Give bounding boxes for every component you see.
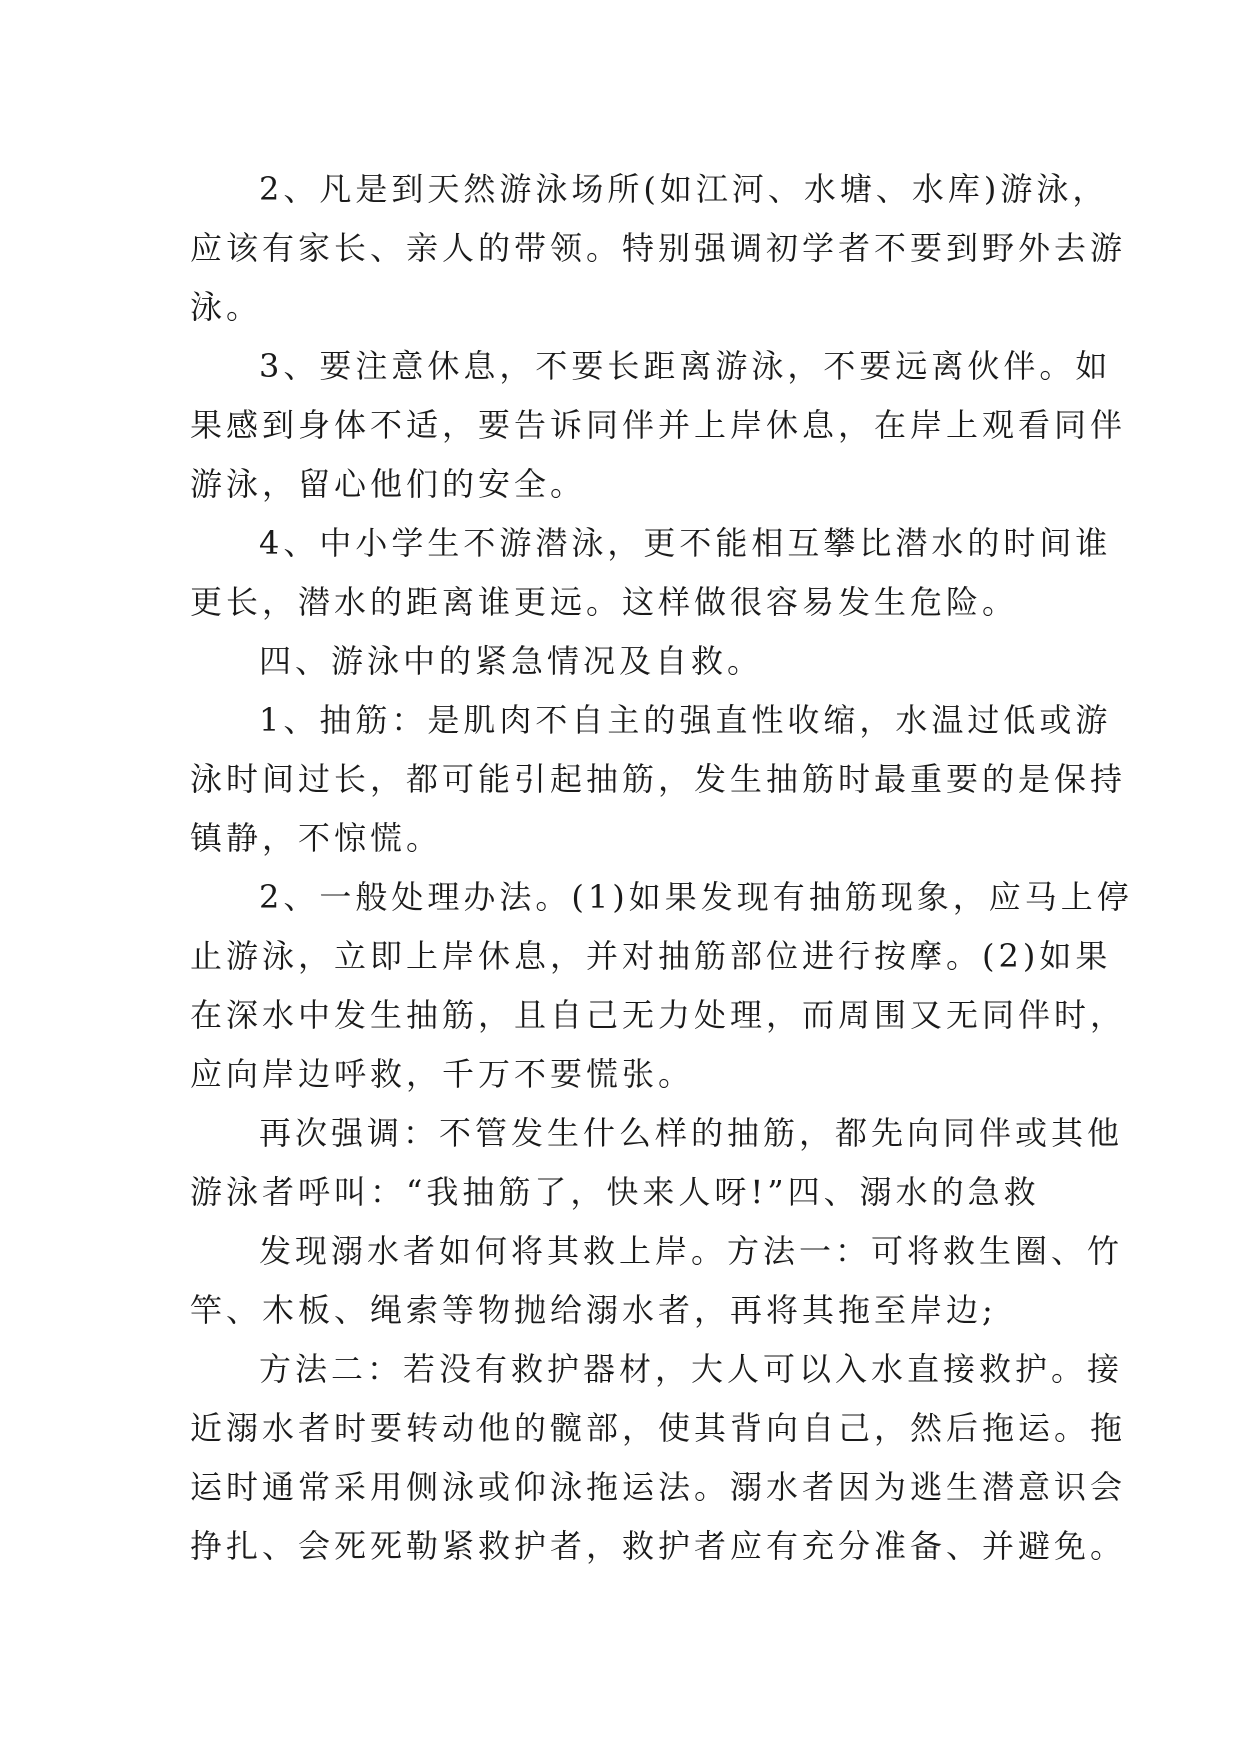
text-line: 四、游泳中的紧急情况及自救。	[259, 642, 764, 680]
text-line: 镇静，不惊慌。	[190, 819, 443, 857]
text-line: 3、要注意休息，不要长距离游泳，不要远离伙伴。如	[259, 347, 1112, 385]
paragraph	[190, 632, 1070, 691]
paragraph	[190, 337, 1127, 514]
text-line: 发现溺水者如何将其救上岸。方法一：可将救生圈、竹	[259, 1232, 1124, 1270]
text-line: 方法二：若没有救护器材，大人可以入水直接救护。接	[259, 1350, 1124, 1388]
text-line: 2、凡是到天然游泳场所(如江河、水塘、水库)游泳，	[259, 170, 1109, 208]
text-line: 4、中小学生不游潜泳，更不能相互攀比潜水的时间谁	[259, 524, 1112, 562]
text-line: 更长，潜水的距离谁更远。这样做很容易发生危险。	[190, 583, 1019, 621]
text-line: 运时通常采用侧泳或仰泳拖运法。溺水者因为逃生潜意识会	[190, 1468, 1127, 1506]
text-line: 应向岸边呼救，千万不要慌张。	[190, 1055, 695, 1093]
paragraph	[190, 1222, 1124, 1340]
text-line: 止游泳，立即上岸休息，并对抽筋部位进行按摩。(2)如果	[190, 937, 1112, 975]
text-line: 在深水中发生抽筋，且自己无力处理，而周围又无同伴时，	[190, 996, 1127, 1034]
text-line: 挣扎、会死死勒紧救护者，救护者应有充分准备、并避免。	[190, 1527, 1127, 1565]
text-line: 果感到身体不适，要告诉同伴并上岸休息，在岸上观看同伴	[190, 406, 1127, 444]
paragraph	[190, 691, 1127, 868]
text-line: 泳时间过长，都可能引起抽筋，发生抽筋时最重要的是保持	[190, 760, 1127, 798]
paragraph	[190, 868, 1133, 1104]
text-line: 竿、木板、绳索等物抛给溺水者，再将其拖至岸边;	[190, 1291, 997, 1329]
document-body	[190, 160, 1133, 1576]
paragraph	[190, 514, 1112, 632]
paragraph	[190, 1104, 1124, 1222]
text-line: 游泳，留心他们的安全。	[190, 465, 587, 503]
text-line: 游泳者呼叫：“我抽筋了，快来人呀!”四、溺水的急救	[190, 1173, 1040, 1211]
text-line: 1、抽筋：是肌肉不自主的强直性收缩，水温过低或游	[259, 701, 1112, 739]
text-line: 应该有家长、亲人的带领。特别强调初学者不要到野外去游	[190, 229, 1127, 267]
text-line: 2、一般处理办法。(1)如果发现有抽筋现象，应马上停	[259, 878, 1133, 916]
text-line: 泳。	[190, 288, 263, 326]
paragraph	[190, 1340, 1127, 1576]
text-line: 近溺水者时要转动他的髋部，使其背向自己，然后拖运。拖	[190, 1409, 1127, 1447]
text-line: 再次强调：不管发生什么样的抽筋，都先向同伴或其他	[259, 1114, 1124, 1152]
paragraph	[190, 160, 1127, 337]
